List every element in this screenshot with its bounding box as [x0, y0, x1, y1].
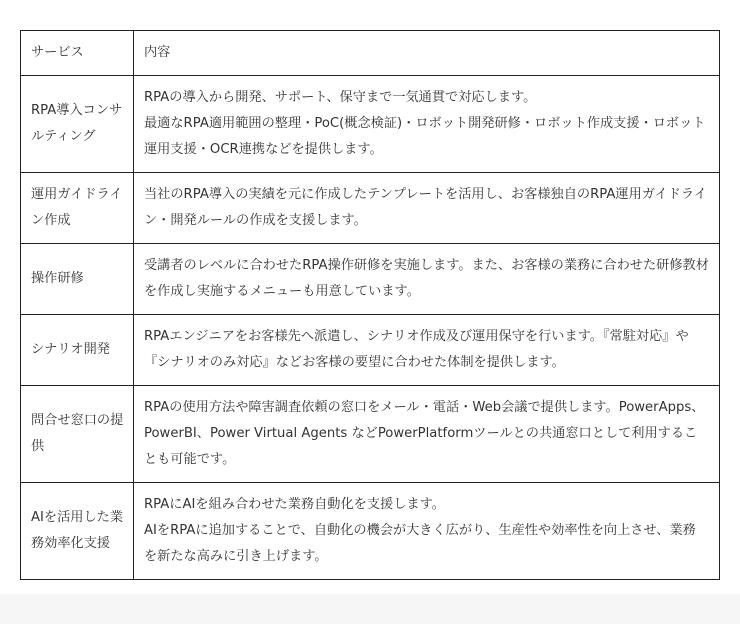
description-line: RPAの使用方法や障害調査依頼の窓口をメール・電話・Web会議で提供します。PowerApps、PowerBI、Power Virtual Agents などPowerPlatformツールとの共通窓口として利用することも可能です。: [144, 400, 705, 467]
service-description: [134, 173, 720, 244]
table-row: [21, 483, 720, 580]
table-header-row: [21, 31, 720, 76]
service-description: [134, 76, 720, 173]
table-row: [21, 315, 720, 386]
header-service: サービス: [21, 31, 134, 76]
description-line: RPAにAIを組み合わせた業務自動化を支援します。: [144, 497, 445, 512]
service-description: [134, 244, 720, 315]
table-row: [21, 244, 720, 315]
service-name: シナリオ開発: [21, 315, 134, 386]
table-row: [21, 76, 720, 173]
service-name: AIを活用した業務効率化支援: [21, 483, 134, 580]
service-name: 問合せ窓口の提供: [21, 386, 134, 483]
description-line: 受講者のレベルに合わせたRPA操作研修を実施します。また、お客様の業務に合わせた研修教材を作成し実施するメニューも用意しています。: [144, 258, 709, 299]
description-line: 当社のRPA導入の実績を元に作成したテンプレートを活用し、お客様独自のRPA運用ガイドライン・開発ルールの作成を支援します。: [144, 187, 707, 228]
service-name: 運用ガイドライン作成: [21, 173, 134, 244]
services-table: [20, 30, 720, 580]
description-line: RPAエンジニアをお客様先へ派遣し、シナリオ作成及び運用保守を行います。『常駐対応』や『シナリオのみ対応』などお客様の要望に合わせた体制を提供します。: [144, 329, 689, 370]
service-name: 操作研修: [21, 244, 134, 315]
description-line: AIをRPAに追加することで、自動化の機会が大きく広がり、生産性や効率性を向上させ、業務を新たな高みに引き上げます。: [144, 523, 696, 564]
service-description: [134, 315, 720, 386]
description-line: RPAの導入から開発、サポート、保守まで一気通貫で対応します。: [144, 90, 537, 105]
service-name: RPA導入コンサルティング: [21, 76, 134, 173]
description-line: 最適なRPA適用範囲の整理・PoC(概念検証)・ロボット開発研修・ロボット作成支援・ロボット運用支援・OCR連携などを提供します。: [144, 116, 706, 157]
header-content: 内容: [134, 31, 720, 76]
table-row: [21, 386, 720, 483]
service-description: [134, 483, 720, 580]
table-row: [21, 173, 720, 244]
service-description: [134, 386, 720, 483]
